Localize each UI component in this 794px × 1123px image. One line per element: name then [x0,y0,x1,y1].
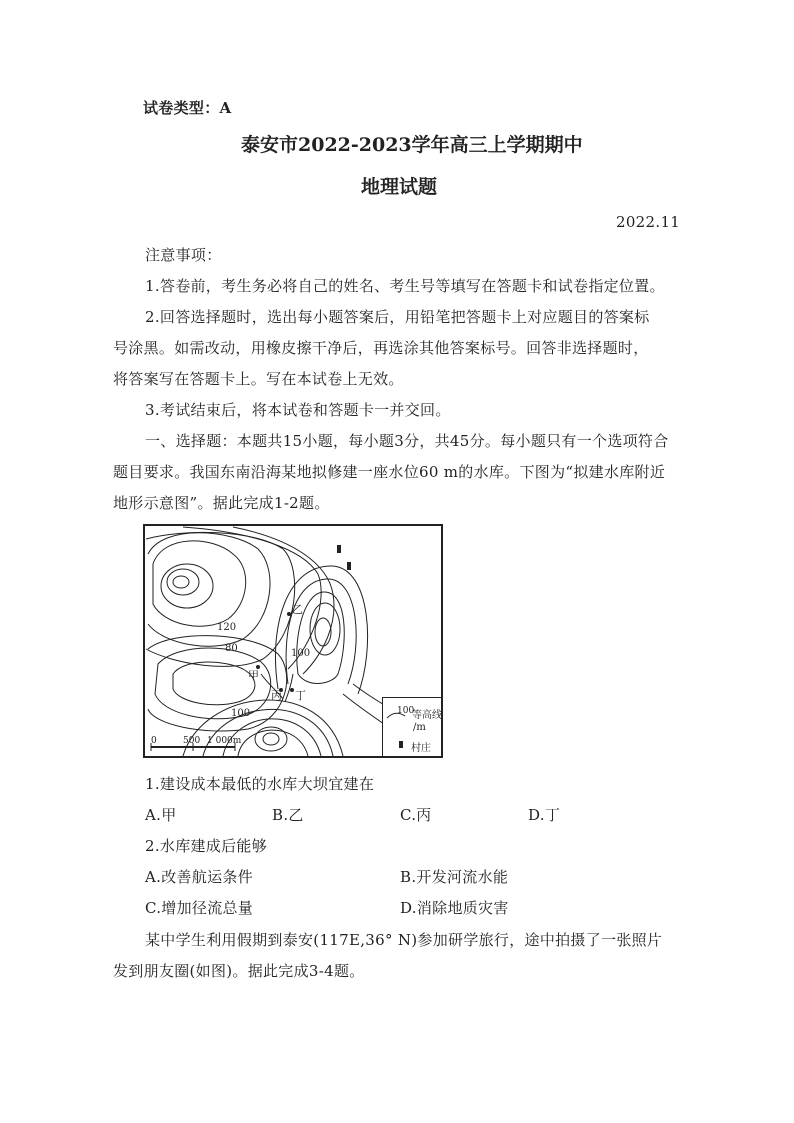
contour-label-100-right: 100 [291,648,311,659]
site-ding-dot [290,688,294,692]
legend-contour-label: 等高线 [412,710,442,721]
scale-label-500: 500 [183,736,201,746]
site-yi-dot [287,612,291,616]
notes-item-3: 3.考试结束后，将本试卷和答题卡一并交回。 [145,401,451,419]
notes-item-2-line-3: 将答案写在答题卡上。写在本试卷上无效。 [113,370,404,388]
paper-type: 试卷类型：A [143,99,232,117]
notes-item-2-line-2: 号涂黑。如需改动，用橡皮擦干净后，再选涂其他答案标号。回答非选择题时， [113,339,649,357]
q2-option-a: A.改善航运条件 [145,868,254,886]
contour-label-120: 120 [217,622,237,633]
q1-option-a: A.甲 [145,806,177,824]
contour-label-80: 80 [225,643,238,654]
legend-village-label: 村庄 [411,743,431,754]
scale-label-1000: 1 000m [207,736,242,746]
site-jia-label: 甲 [248,669,259,682]
q2-option-b: B.开发河流水能 [400,868,509,886]
q2-option-d: D.消除地质灾害 [400,899,509,917]
site-ding-label: 丁 [295,689,306,702]
legend-unit: /m [413,722,426,733]
exam-date: 2022.11 [616,213,681,231]
contour-label-100-left: 100 [231,708,251,719]
notes-item-2-line-1: 2.回答选择题时，选出每小题答案后，用铅笔把答题卡上对应题目的答案标 [145,308,650,326]
section1-line-3: 地形示意图”。据此完成1-2题。 [113,494,330,512]
q1-option-c: C.丙 [400,806,432,824]
notes-item-1: 1.答卷前，考生务必将自己的姓名、考生号等填写在答题卡和试卷指定位置。 [145,277,665,295]
scale-label-0: 0 [151,736,157,746]
q3-intro-line-2: 发到朋友圈(如图)。据此完成3-4题。 [113,962,365,980]
q2-option-c: C.增加径流总量 [145,899,254,917]
legend-village-marker [399,741,403,748]
legend-contour-value: 100 [397,706,415,716]
section1-line-1: 一、选择题：本题共15小题，每小题3分，共45分。每小题只有一个选项符合 [145,432,669,450]
q1-option-d: D.丁 [528,806,561,824]
village-marker [337,545,341,553]
notes-heading: 注意事项： [145,246,222,264]
exam-title: 泰安市2022-2023学年高三上学期期中 [241,134,583,156]
q1-option-b: B.乙 [272,806,304,824]
section1-line-2: 题目要求。我国东南沿海某地拟修建一座水位60 m的水库。下图为“拟建水库附近 [113,463,666,481]
map-legend [382,697,442,757]
site-yi-label: 乙 [292,603,303,616]
exam-subject: 地理试题 [361,176,438,198]
q2-stem: 2.水库建成后能够 [145,837,268,855]
q1-stem: 1.建设成本最低的水库大坝宜建在 [145,775,375,793]
village-marker [347,562,351,570]
q3-intro-line-1: 某中学生利用假期到泰安(117E,36° N)参加研学旅行，途中拍摄了一张照片 [145,931,663,949]
site-bing-label: 丙 [271,689,282,702]
